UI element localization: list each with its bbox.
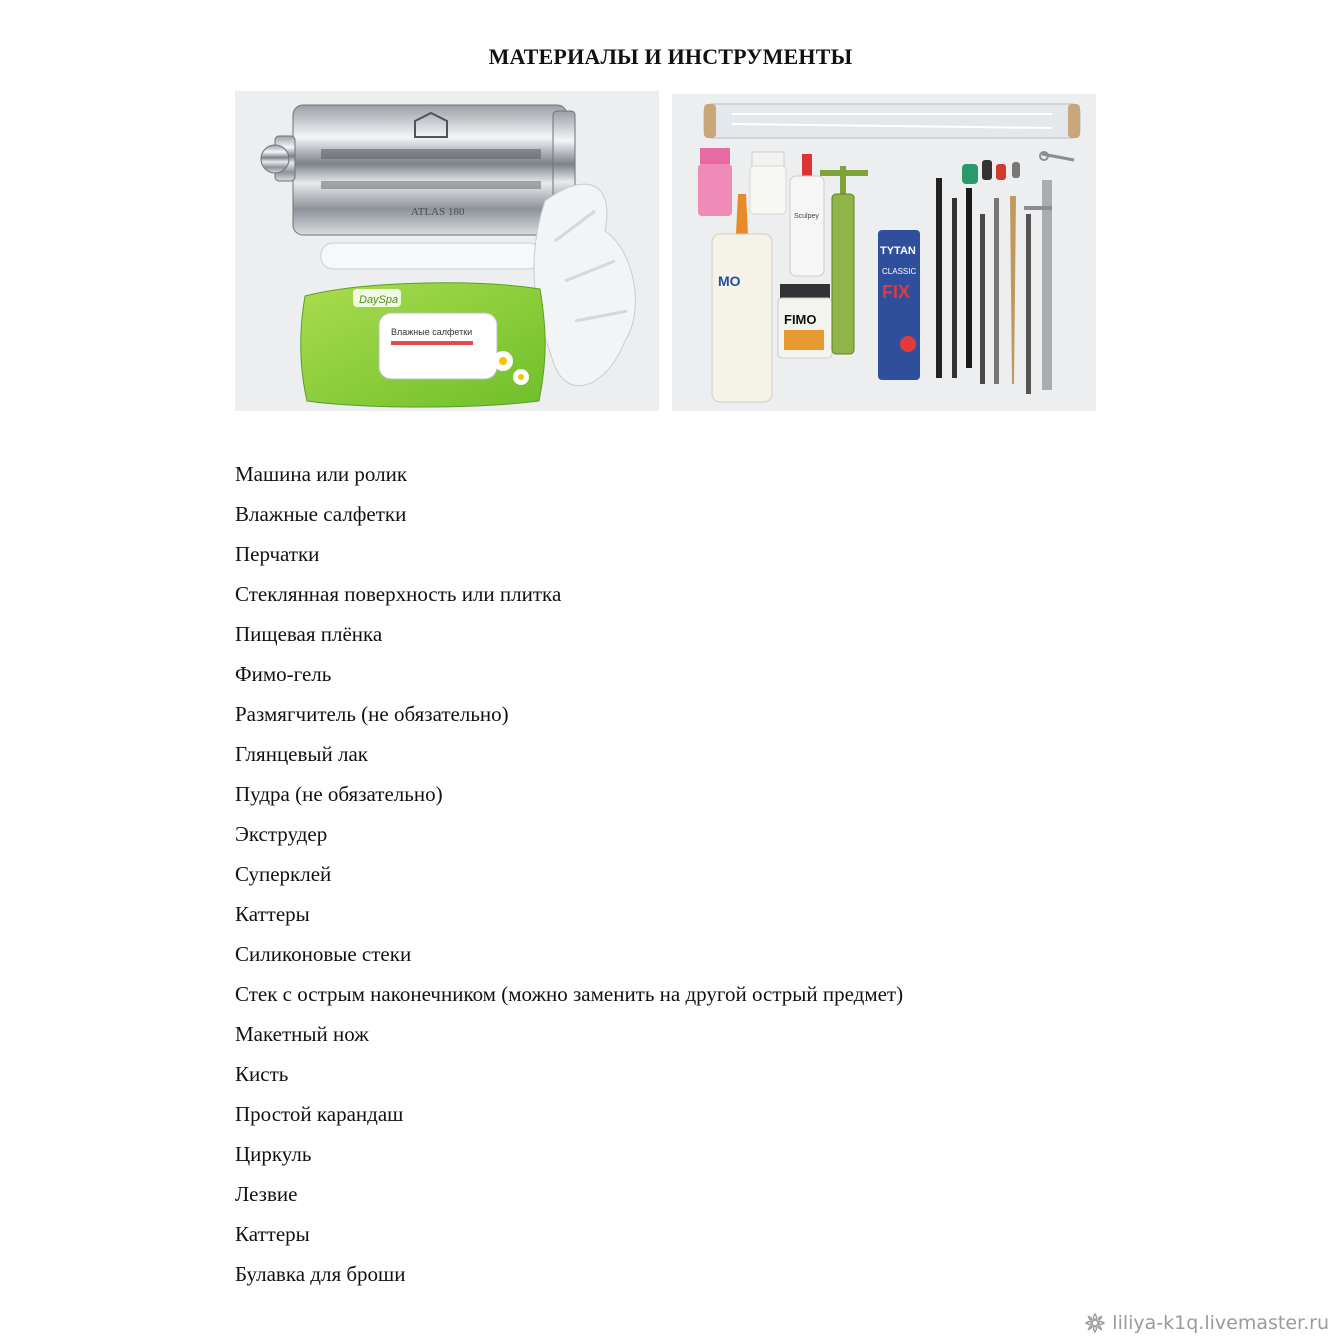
photo-tools-machine-illustration <box>235 91 659 411</box>
list-item: Машина или ролик <box>235 462 408 486</box>
wipes-brand-label: DaySpa <box>359 294 399 306</box>
photo-tools-supplies <box>672 94 1096 411</box>
list-item: Фимо-гель <box>235 662 332 686</box>
list-item: Циркуль <box>235 1142 312 1166</box>
flower-logo-icon <box>1084 1312 1106 1334</box>
bottle-brand-label: MO <box>718 273 741 289</box>
list-item: Пищевая плёнка <box>235 622 383 646</box>
cling-film-roll-icon <box>704 104 1080 138</box>
list-item: Размягчитель (не обязательно) <box>235 702 509 726</box>
list-item: Силиконовые стеки <box>235 942 412 966</box>
wipes-label: Влажные салфетки <box>391 327 473 337</box>
watermark <box>1084 1312 1329 1334</box>
list-item: Пудра (не обязательно) <box>235 782 443 806</box>
watermark-text: liliya-k1q.livemaster.ru <box>1112 1312 1329 1334</box>
photo-tools-machine <box>235 91 659 411</box>
glue-name-label: FIX <box>882 282 911 302</box>
list-item: Макетный нож <box>235 1022 369 1046</box>
list-item: Булавка для броши <box>235 1262 406 1286</box>
list-item: Кисть <box>235 1062 289 1086</box>
glue-sub-label: CLASSIC <box>882 267 917 276</box>
list-item: Каттеры <box>235 902 310 926</box>
superglue-tube-icon <box>878 230 920 380</box>
fimo-jar-label: FIMO <box>784 312 817 327</box>
list-item: Лезвие <box>235 1182 298 1206</box>
fimo-jar-icon <box>778 284 832 358</box>
glue-brand-label: TYTAN <box>880 245 916 257</box>
photo-tools-supplies-illustration <box>672 94 1096 411</box>
list-item: Глянцевый лак <box>235 742 369 766</box>
list-item: Стеклянная поверхность или плитка <box>235 582 562 606</box>
list-item: Экструдер <box>235 822 328 846</box>
list-item: Перчатки <box>235 542 320 566</box>
pasta-machine-icon <box>261 105 575 235</box>
acrylic-roller-icon <box>321 243 541 269</box>
list-item: Каттеры <box>235 1222 310 1246</box>
list-item: Влажные салфетки <box>235 502 407 526</box>
sculpey-label: Sculpey <box>794 213 819 220</box>
page-title: МАТЕРИАЛЫ И ИНСТРУМЕНТЫ <box>488 44 853 69</box>
materials-list <box>235 456 903 1296</box>
wet-wipes-pack-icon <box>301 283 545 407</box>
list-item: Суперклей <box>235 862 332 886</box>
machine-brand-label: ATLAS 180 <box>411 206 465 218</box>
list-item: Простой карандаш <box>235 1102 404 1126</box>
list-item: Стек с острым наконечником (можно заменить на другой острый предмет) <box>235 982 904 1006</box>
